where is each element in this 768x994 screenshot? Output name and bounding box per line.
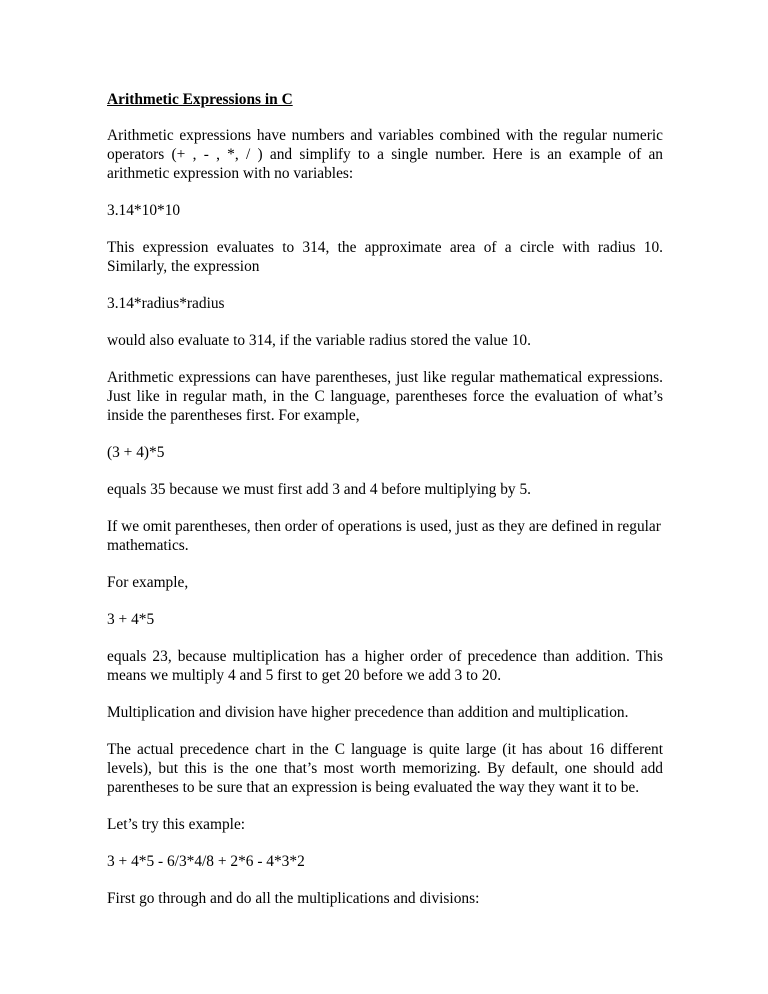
paragraph-precedence: Multiplication and division have higher precedence than addition and multiplication. <box>107 704 629 721</box>
paragraph-parentheses: Arithmetic expressions can have parentheses, just like regular mathematical expressions. Just like in regular math, in the C language, parentheses force the evaluation of what’s inside the parentheses first. For example, <box>107 369 663 424</box>
paragraph-order-of-operations: If we omit parentheses, then order of operations is used, just as they are defined in regular mathematics. <box>107 518 661 554</box>
expression-example-1: 3.14*10*10 <box>107 202 181 219</box>
paragraph-for-example: For example, <box>107 574 189 591</box>
paragraph-equals-35: equals 35 because we must first add 3 and 4 before multiplying by 5. <box>107 481 532 498</box>
paragraph-evaluation: This expression evaluates to 314, the approximate area of a circle with radius 10. Similarly, the expression <box>107 239 663 275</box>
paragraph-try-example: Let’s try this example: <box>107 816 246 833</box>
expression-example-4: 3 + 4*5 <box>107 611 155 628</box>
expression-example-5: 3 + 4*5 - 6/3*4/8 + 2*6 - 4*3*2 <box>107 853 305 870</box>
document-page <box>107 90 663 926</box>
expression-example-2: 3.14*radius*radius <box>107 295 225 312</box>
paragraph-precedence-chart: The actual precedence chart in the C language is quite large (it has about 16 different levels), but this is the one that’s most worth memorizing. By default, one should add parentheses to be sure that an expression is being evaluated the way they want it to be. <box>107 741 663 796</box>
paragraph-equals-23: equals 23, because multiplication has a higher order of precedence than addition. This means we multiply 4 and 5 first to get 20 before we add 3 to 20. <box>107 648 663 684</box>
paragraph-first-step: First go through and do all the multiplications and divisions: <box>107 890 480 907</box>
paragraph-variable-radius: would also evaluate to 314, if the variable radius stored the value 10. <box>107 332 531 349</box>
document-title: Arithmetic Expressions in C <box>107 91 293 108</box>
expression-example-3: (3 + 4)*5 <box>107 444 165 461</box>
paragraph-intro: Arithmetic expressions have numbers and variables combined with the regular numeric operators (+ , - , *, / ) and simplify to a single number. Here is an example of an arithmetic expression with no variables: <box>107 127 663 182</box>
